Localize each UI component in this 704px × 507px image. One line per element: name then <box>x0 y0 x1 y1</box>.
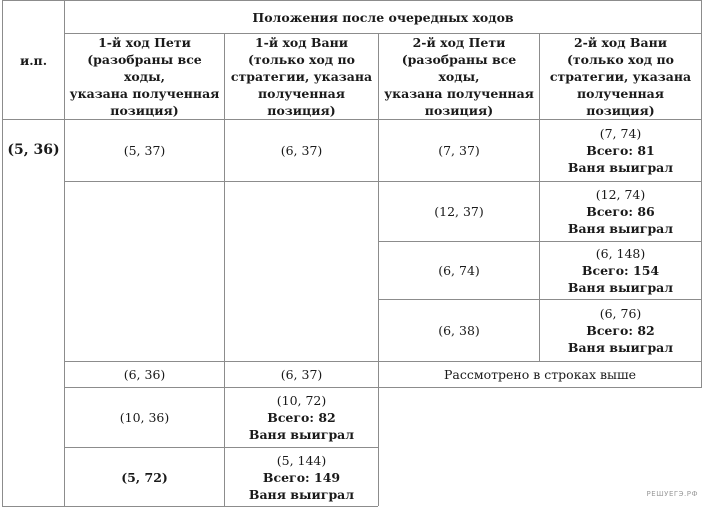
table-cell: (7, 74) Всего: 81 Ваня выиграл <box>540 120 702 182</box>
table-cell: (12, 74) Всего: 86 Ваня выиграл <box>540 182 702 242</box>
site-watermark: РЕШУЕГЭ.РФ <box>646 490 698 498</box>
start-position-header: и.п. <box>3 1 65 120</box>
petya-move1-header: 1-й ход Пети (разобраны все ходы, указана полученная позиция) <box>65 34 225 120</box>
table-cell: (5, 72) <box>65 448 225 507</box>
table-cell: (6, 148) Всего: 154 Ваня выиграл <box>540 242 702 300</box>
table-cell: (6, 36) <box>65 362 225 388</box>
table-cell-empty <box>225 182 379 362</box>
table-cell: (10, 72) Всего: 82 Ваня выиграл <box>225 388 379 448</box>
table-cell: (12, 37) <box>379 182 540 242</box>
table-cell: (10, 36) <box>65 388 225 448</box>
table-cell-note: Рассмотрено в строках выше <box>379 362 702 388</box>
table-cell-empty <box>65 182 225 362</box>
table-cell: (5, 144) Всего: 149 Ваня выиграл <box>225 448 379 507</box>
start-position-cell: (5, 36) <box>3 120 65 507</box>
petya-move2-header: 2-й ход Пети (разобраны все ходы, указана полученная позиция) <box>379 34 540 120</box>
table-cell-empty <box>379 388 702 507</box>
moves-group-header: Положения после очередных ходов <box>65 1 702 34</box>
table-cell: (6, 38) <box>379 300 540 362</box>
table-cell: (6, 37) <box>225 120 379 182</box>
vanya-move1-header: 1-й ход Вани (только ход по стратегии, указана полученная позиция) <box>225 34 379 120</box>
vanya-move2-header: 2-й ход Вани (только ход по стратегии, указана полученная позиция) <box>540 34 702 120</box>
game-positions-table <box>2 0 702 507</box>
table-cell: (5, 37) <box>65 120 225 182</box>
table-cell: (6, 37) <box>225 362 379 388</box>
table-cell: (6, 74) <box>379 242 540 300</box>
table-cell: (7, 37) <box>379 120 540 182</box>
table-cell: (6, 76) Всего: 82 Ваня выиграл <box>540 300 702 362</box>
